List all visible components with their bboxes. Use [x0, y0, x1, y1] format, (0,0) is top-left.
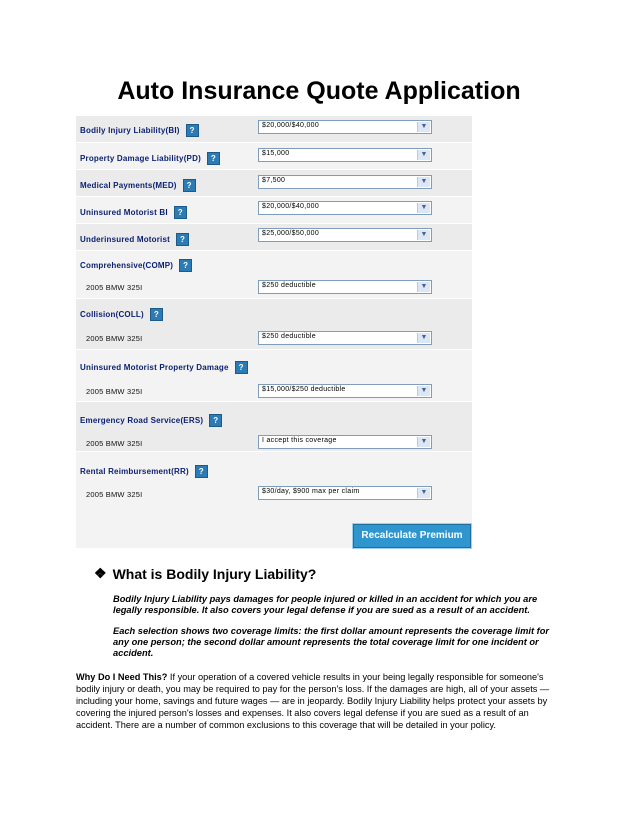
why-text: If your operation of a covered vehicle results in your being legally responsible for someone's bodily injury or death, you may be required to pay for the person's loss. If the damages are high, all of your assets — including your home, savings and future wages — are in jeopardy. Bodily Injury Liability helps protect your assets by covering the injured person's losses and expenses. It also covers legal defense if you are sued as a result of an accident. There are a number of common exclusions to this coverage that will be detailed in your policy.	[76, 672, 550, 730]
med-limit-select[interactable]	[258, 175, 432, 189]
coverage-row-pd	[76, 142, 472, 170]
uim-limit-select[interactable]	[258, 228, 432, 242]
umpd-limit-select[interactable]	[258, 384, 432, 398]
faq-limits-note: Each selection shows two coverage limits: the first dollar amount represents the coverage limit for any one person; the second dollar amount represents the total coverage limit for one incident or accident.	[113, 626, 550, 658]
vehicle-name: 2005 BMW 325I	[86, 283, 143, 292]
coverage-row-umpd	[76, 349, 472, 402]
chevron-down-icon[interactable]: ▼	[417, 122, 430, 132]
select-value: I accept this coverage	[262, 437, 337, 444]
page-title: Auto Insurance Quote Application	[117, 77, 521, 105]
recalculate-premium-button[interactable]: Recalculate Premium	[353, 524, 471, 548]
coverage-label-coll: Collision(COLL)	[80, 310, 144, 319]
chevron-down-icon[interactable]: ▼	[417, 386, 430, 396]
vehicle-name: 2005 BMW 325I	[86, 334, 143, 343]
coverage-label-med: Medical Payments(MED)	[80, 181, 177, 190]
coverage-label-uim: Underinsured Motorist	[80, 235, 170, 244]
diamond-bullet-icon: ❖	[94, 565, 107, 581]
coverage-row-rr	[76, 451, 472, 504]
chevron-down-icon[interactable]: ▼	[417, 150, 430, 160]
help-icon[interactable]: ?	[150, 308, 163, 321]
help-icon[interactable]: ?	[176, 233, 189, 246]
coverage-label-pd: Property Damage Liability(PD)	[80, 154, 201, 163]
coverage-label-umpd: Uninsured Motorist Property Damage	[80, 363, 229, 372]
select-value: $25,000/$50,000	[262, 230, 320, 237]
select-value: $7,500	[262, 177, 286, 184]
coverage-row-ers	[76, 401, 472, 452]
select-value: $20,000/$40,000	[262, 203, 320, 210]
help-icon[interactable]: ?	[195, 465, 208, 478]
why-paragraph	[76, 671, 566, 731]
select-value: $15,000	[262, 150, 290, 157]
select-value: $30/day, $900 max per claim	[262, 488, 360, 495]
coverage-row-coll	[76, 298, 472, 350]
select-value: $250 deductible	[262, 282, 316, 289]
coverage-label-comp: Comprehensive(COMP)	[80, 261, 174, 270]
bi-limit-select[interactable]	[258, 120, 432, 134]
quote-form	[76, 116, 472, 548]
help-icon[interactable]: ?	[183, 179, 196, 192]
coverage-row-uim	[76, 223, 472, 251]
select-value: $20,000/$40,000	[262, 122, 320, 129]
select-value: $15,000/$250 deductible	[262, 386, 346, 393]
coverage-label-umbi: Uninsured Motorist BI	[80, 208, 168, 217]
chevron-down-icon[interactable]: ▼	[417, 488, 430, 498]
coll-deductible-select[interactable]	[258, 331, 432, 345]
faq-description: Bodily Injury Liability pays damages for people injured or killed in an accident for which you are legally responsible. It also covers your legal defense if you are sued as a result of an accident.	[113, 594, 538, 615]
vehicle-name: 2005 BMW 325I	[86, 490, 143, 499]
help-icon[interactable]: ?	[179, 259, 192, 272]
coverage-row-comp	[76, 250, 472, 299]
faq-question	[94, 565, 316, 582]
rr-limit-select[interactable]	[258, 486, 432, 500]
chevron-down-icon[interactable]: ▼	[417, 437, 430, 447]
chevron-down-icon[interactable]: ▼	[417, 230, 430, 240]
help-icon[interactable]: ?	[235, 361, 248, 374]
umbi-limit-select[interactable]	[258, 201, 432, 215]
help-icon[interactable]: ?	[186, 124, 199, 137]
ers-coverage-select[interactable]	[258, 435, 432, 449]
coverage-label-bi: Bodily Injury Liability(BI)	[80, 126, 180, 135]
chevron-down-icon[interactable]: ▼	[417, 177, 430, 187]
faq-question-text: What is Bodily Injury Liability?	[112, 565, 317, 582]
vehicle-name: 2005 BMW 325I	[86, 439, 143, 448]
coverage-label-rr: Rental Reimbursement(RR)	[80, 467, 189, 476]
vehicle-name: 2005 BMW 325I	[86, 387, 143, 396]
pd-limit-select[interactable]	[258, 148, 432, 162]
chevron-down-icon[interactable]: ▼	[417, 203, 430, 213]
coverage-row-bi	[76, 116, 472, 142]
select-value: $250 deductible	[262, 333, 316, 340]
chevron-down-icon[interactable]: ▼	[417, 333, 430, 343]
help-icon[interactable]: ?	[207, 152, 220, 165]
chevron-down-icon[interactable]: ▼	[417, 282, 430, 292]
comp-deductible-select[interactable]	[258, 280, 432, 294]
help-icon[interactable]: ?	[209, 414, 222, 427]
help-icon[interactable]: ?	[174, 206, 187, 219]
coverage-row-umbi	[76, 196, 472, 224]
coverage-row-med	[76, 169, 472, 197]
coverage-label-ers: Emergency Road Service(ERS)	[80, 416, 204, 425]
why-label: Why Do I Need This?	[76, 672, 168, 682]
